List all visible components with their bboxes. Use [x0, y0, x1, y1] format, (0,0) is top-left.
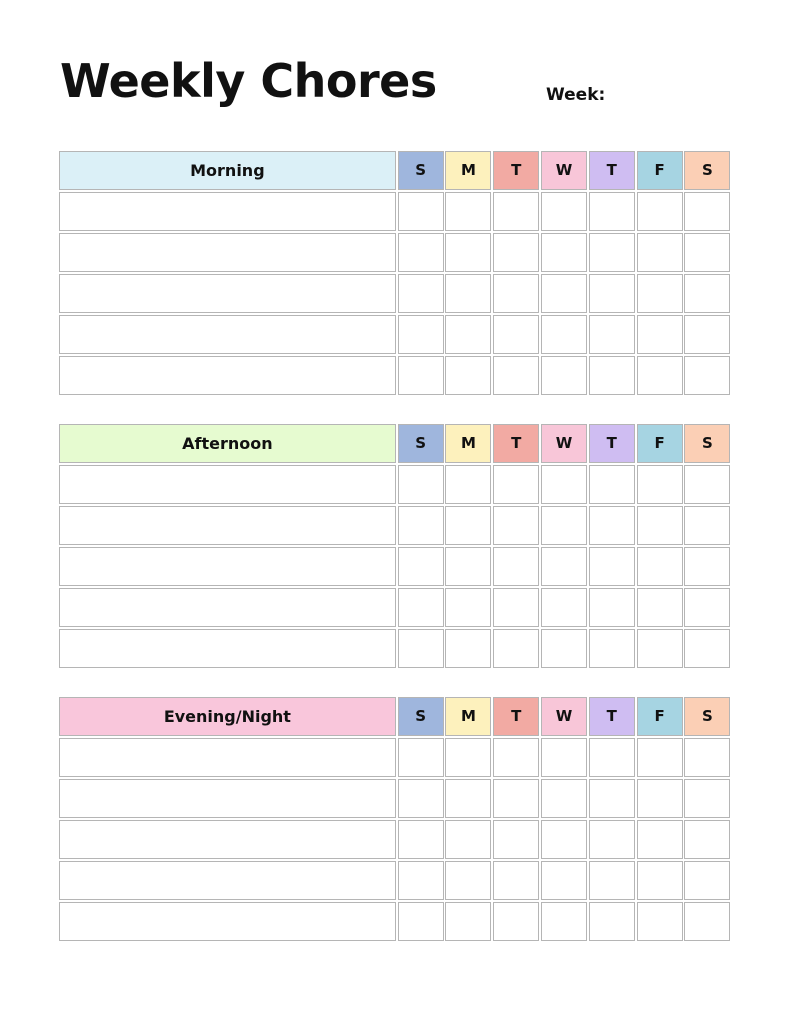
chore-row — [58, 191, 736, 232]
day-header: S — [684, 697, 730, 736]
day-checkbox[interactable] — [493, 779, 539, 818]
day-checkbox[interactable] — [637, 629, 683, 668]
day-checkbox[interactable] — [637, 465, 683, 504]
chore-row — [58, 737, 736, 778]
page-title: Weekly Chores — [60, 54, 437, 108]
day-checkbox[interactable] — [445, 861, 491, 900]
section-header-row — [58, 150, 736, 191]
day-header: F — [637, 697, 683, 736]
chore-task-field[interactable] — [59, 233, 396, 272]
chore-task-field[interactable] — [59, 738, 396, 777]
day-header: W — [541, 151, 587, 190]
chore-row — [58, 546, 736, 587]
day-checkbox[interactable] — [541, 902, 587, 941]
day-checkbox[interactable] — [445, 820, 491, 859]
day-checkbox[interactable] — [398, 779, 444, 818]
day-checkbox[interactable] — [589, 274, 635, 313]
day-checkbox[interactable] — [398, 902, 444, 941]
day-checkbox[interactable] — [684, 861, 730, 900]
day-header: S — [684, 151, 730, 190]
day-checkbox[interactable] — [684, 820, 730, 859]
chore-row — [58, 464, 736, 505]
day-checkbox[interactable] — [637, 588, 683, 627]
day-checkbox[interactable] — [541, 547, 587, 586]
day-checkbox[interactable] — [398, 192, 444, 231]
day-checkbox[interactable] — [493, 547, 539, 586]
day-checkbox[interactable] — [398, 233, 444, 272]
day-checkbox[interactable] — [493, 356, 539, 395]
day-checkbox[interactable] — [541, 356, 587, 395]
chore-row — [58, 860, 736, 901]
day-header: T — [493, 697, 539, 736]
day-checkbox[interactable] — [493, 861, 539, 900]
day-checkbox[interactable] — [398, 506, 444, 545]
day-checkbox[interactable] — [637, 738, 683, 777]
day-checkbox[interactable] — [589, 547, 635, 586]
day-header: M — [445, 151, 491, 190]
day-checkbox[interactable] — [589, 356, 635, 395]
day-checkbox[interactable] — [684, 233, 730, 272]
day-checkbox[interactable] — [637, 861, 683, 900]
day-checkbox[interactable] — [589, 861, 635, 900]
day-checkbox[interactable] — [445, 465, 491, 504]
day-checkbox[interactable] — [684, 547, 730, 586]
day-checkbox[interactable] — [637, 315, 683, 354]
day-checkbox[interactable] — [398, 356, 444, 395]
day-checkbox[interactable] — [541, 779, 587, 818]
day-checkbox[interactable] — [589, 192, 635, 231]
day-checkbox[interactable] — [589, 465, 635, 504]
day-header: T — [589, 697, 635, 736]
day-checkbox[interactable] — [684, 315, 730, 354]
day-checkbox[interactable] — [445, 629, 491, 668]
chore-task-field[interactable] — [59, 356, 396, 395]
day-checkbox[interactable] — [637, 192, 683, 231]
day-checkbox[interactable] — [684, 192, 730, 231]
day-header: M — [445, 697, 491, 736]
chore-row — [58, 273, 736, 314]
day-checkbox[interactable] — [493, 274, 539, 313]
day-checkbox[interactable] — [398, 629, 444, 668]
day-checkbox[interactable] — [493, 588, 539, 627]
day-header: T — [493, 151, 539, 190]
day-checkbox[interactable] — [637, 506, 683, 545]
day-checkbox[interactable] — [541, 629, 587, 668]
day-checkbox[interactable] — [684, 465, 730, 504]
section-label: Evening/Night — [59, 697, 396, 736]
day-header: S — [398, 424, 444, 463]
chore-task-field[interactable] — [59, 629, 396, 668]
day-checkbox[interactable] — [637, 820, 683, 859]
day-checkbox[interactable] — [637, 779, 683, 818]
day-checkbox[interactable] — [445, 274, 491, 313]
day-checkbox[interactable] — [541, 820, 587, 859]
day-checkbox[interactable] — [445, 547, 491, 586]
day-checkbox[interactable] — [541, 274, 587, 313]
day-checkbox[interactable] — [637, 547, 683, 586]
chore-task-field[interactable] — [59, 902, 396, 941]
day-header: S — [398, 697, 444, 736]
day-checkbox[interactable] — [445, 902, 491, 941]
section-label: Afternoon — [59, 424, 396, 463]
day-checkbox[interactable] — [684, 588, 730, 627]
day-checkbox[interactable] — [493, 192, 539, 231]
day-checkbox[interactable] — [493, 629, 539, 668]
day-checkbox[interactable] — [637, 233, 683, 272]
day-checkbox[interactable] — [589, 902, 635, 941]
day-checkbox[interactable] — [445, 315, 491, 354]
day-checkbox[interactable] — [684, 274, 730, 313]
day-checkbox[interactable] — [637, 902, 683, 941]
day-checkbox[interactable] — [445, 506, 491, 545]
day-header: S — [398, 151, 444, 190]
day-header: M — [445, 424, 491, 463]
day-checkbox[interactable] — [398, 547, 444, 586]
day-checkbox[interactable] — [589, 506, 635, 545]
day-checkbox[interactable] — [493, 315, 539, 354]
day-header: T — [589, 151, 635, 190]
day-checkbox[interactable] — [445, 356, 491, 395]
day-checkbox[interactable] — [445, 192, 491, 231]
chore-task-field[interactable] — [59, 506, 396, 545]
chore-task-field[interactable] — [59, 779, 396, 818]
day-checkbox[interactable] — [541, 465, 587, 504]
day-header: W — [541, 424, 587, 463]
morning-section — [58, 150, 736, 396]
evening-night-section — [58, 696, 736, 942]
day-checkbox[interactable] — [541, 861, 587, 900]
day-checkbox[interactable] — [493, 902, 539, 941]
day-checkbox[interactable] — [637, 274, 683, 313]
day-checkbox[interactable] — [398, 738, 444, 777]
day-checkbox[interactable] — [398, 274, 444, 313]
day-checkbox[interactable] — [637, 356, 683, 395]
day-checkbox[interactable] — [445, 738, 491, 777]
chore-task-field[interactable] — [59, 588, 396, 627]
chore-task-field[interactable] — [59, 274, 396, 313]
chore-task-field[interactable] — [59, 547, 396, 586]
section-label: Morning — [59, 151, 396, 190]
chore-row — [58, 232, 736, 273]
chore-row — [58, 819, 736, 860]
day-header: T — [493, 424, 539, 463]
day-checkbox[interactable] — [493, 233, 539, 272]
day-checkbox[interactable] — [541, 738, 587, 777]
day-checkbox[interactable] — [684, 738, 730, 777]
day-checkbox[interactable] — [684, 779, 730, 818]
chore-row — [58, 355, 736, 396]
day-checkbox[interactable] — [589, 738, 635, 777]
day-checkbox[interactable] — [493, 738, 539, 777]
chore-row — [58, 314, 736, 355]
section-header-row — [58, 423, 736, 464]
chore-row — [58, 587, 736, 628]
day-checkbox[interactable] — [445, 233, 491, 272]
day-checkbox[interactable] — [541, 506, 587, 545]
day-header: T — [589, 424, 635, 463]
day-checkbox[interactable] — [398, 465, 444, 504]
week-label: Week: — [546, 85, 606, 105]
day-checkbox[interactable] — [684, 356, 730, 395]
chore-task-field[interactable] — [59, 192, 396, 231]
day-checkbox[interactable] — [493, 820, 539, 859]
chore-row — [58, 901, 736, 942]
chore-task-field[interactable] — [59, 465, 396, 504]
afternoon-section — [58, 423, 736, 669]
day-checkbox[interactable] — [398, 861, 444, 900]
chore-task-field[interactable] — [59, 315, 396, 354]
day-checkbox[interactable] — [589, 779, 635, 818]
day-checkbox[interactable] — [541, 588, 587, 627]
day-checkbox[interactable] — [398, 315, 444, 354]
section-header-row — [58, 696, 736, 737]
day-checkbox[interactable] — [445, 588, 491, 627]
day-checkbox[interactable] — [398, 588, 444, 627]
day-header: W — [541, 697, 587, 736]
day-checkbox[interactable] — [541, 233, 587, 272]
day-checkbox[interactable] — [398, 820, 444, 859]
day-checkbox[interactable] — [541, 315, 587, 354]
day-checkbox[interactable] — [589, 820, 635, 859]
day-header: S — [684, 424, 730, 463]
chore-row — [58, 778, 736, 819]
chore-task-field[interactable] — [59, 861, 396, 900]
chore-row — [58, 505, 736, 546]
day-header: F — [637, 424, 683, 463]
day-checkbox[interactable] — [589, 233, 635, 272]
day-checkbox[interactable] — [445, 779, 491, 818]
day-checkbox[interactable] — [589, 629, 635, 668]
day-checkbox[interactable] — [493, 506, 539, 545]
day-header: F — [637, 151, 683, 190]
day-checkbox[interactable] — [589, 315, 635, 354]
day-checkbox[interactable] — [589, 588, 635, 627]
day-checkbox[interactable] — [684, 506, 730, 545]
day-checkbox[interactable] — [493, 465, 539, 504]
chore-row — [58, 628, 736, 669]
day-checkbox[interactable] — [541, 192, 587, 231]
day-checkbox[interactable] — [684, 902, 730, 941]
day-checkbox[interactable] — [684, 629, 730, 668]
chore-task-field[interactable] — [59, 820, 396, 859]
